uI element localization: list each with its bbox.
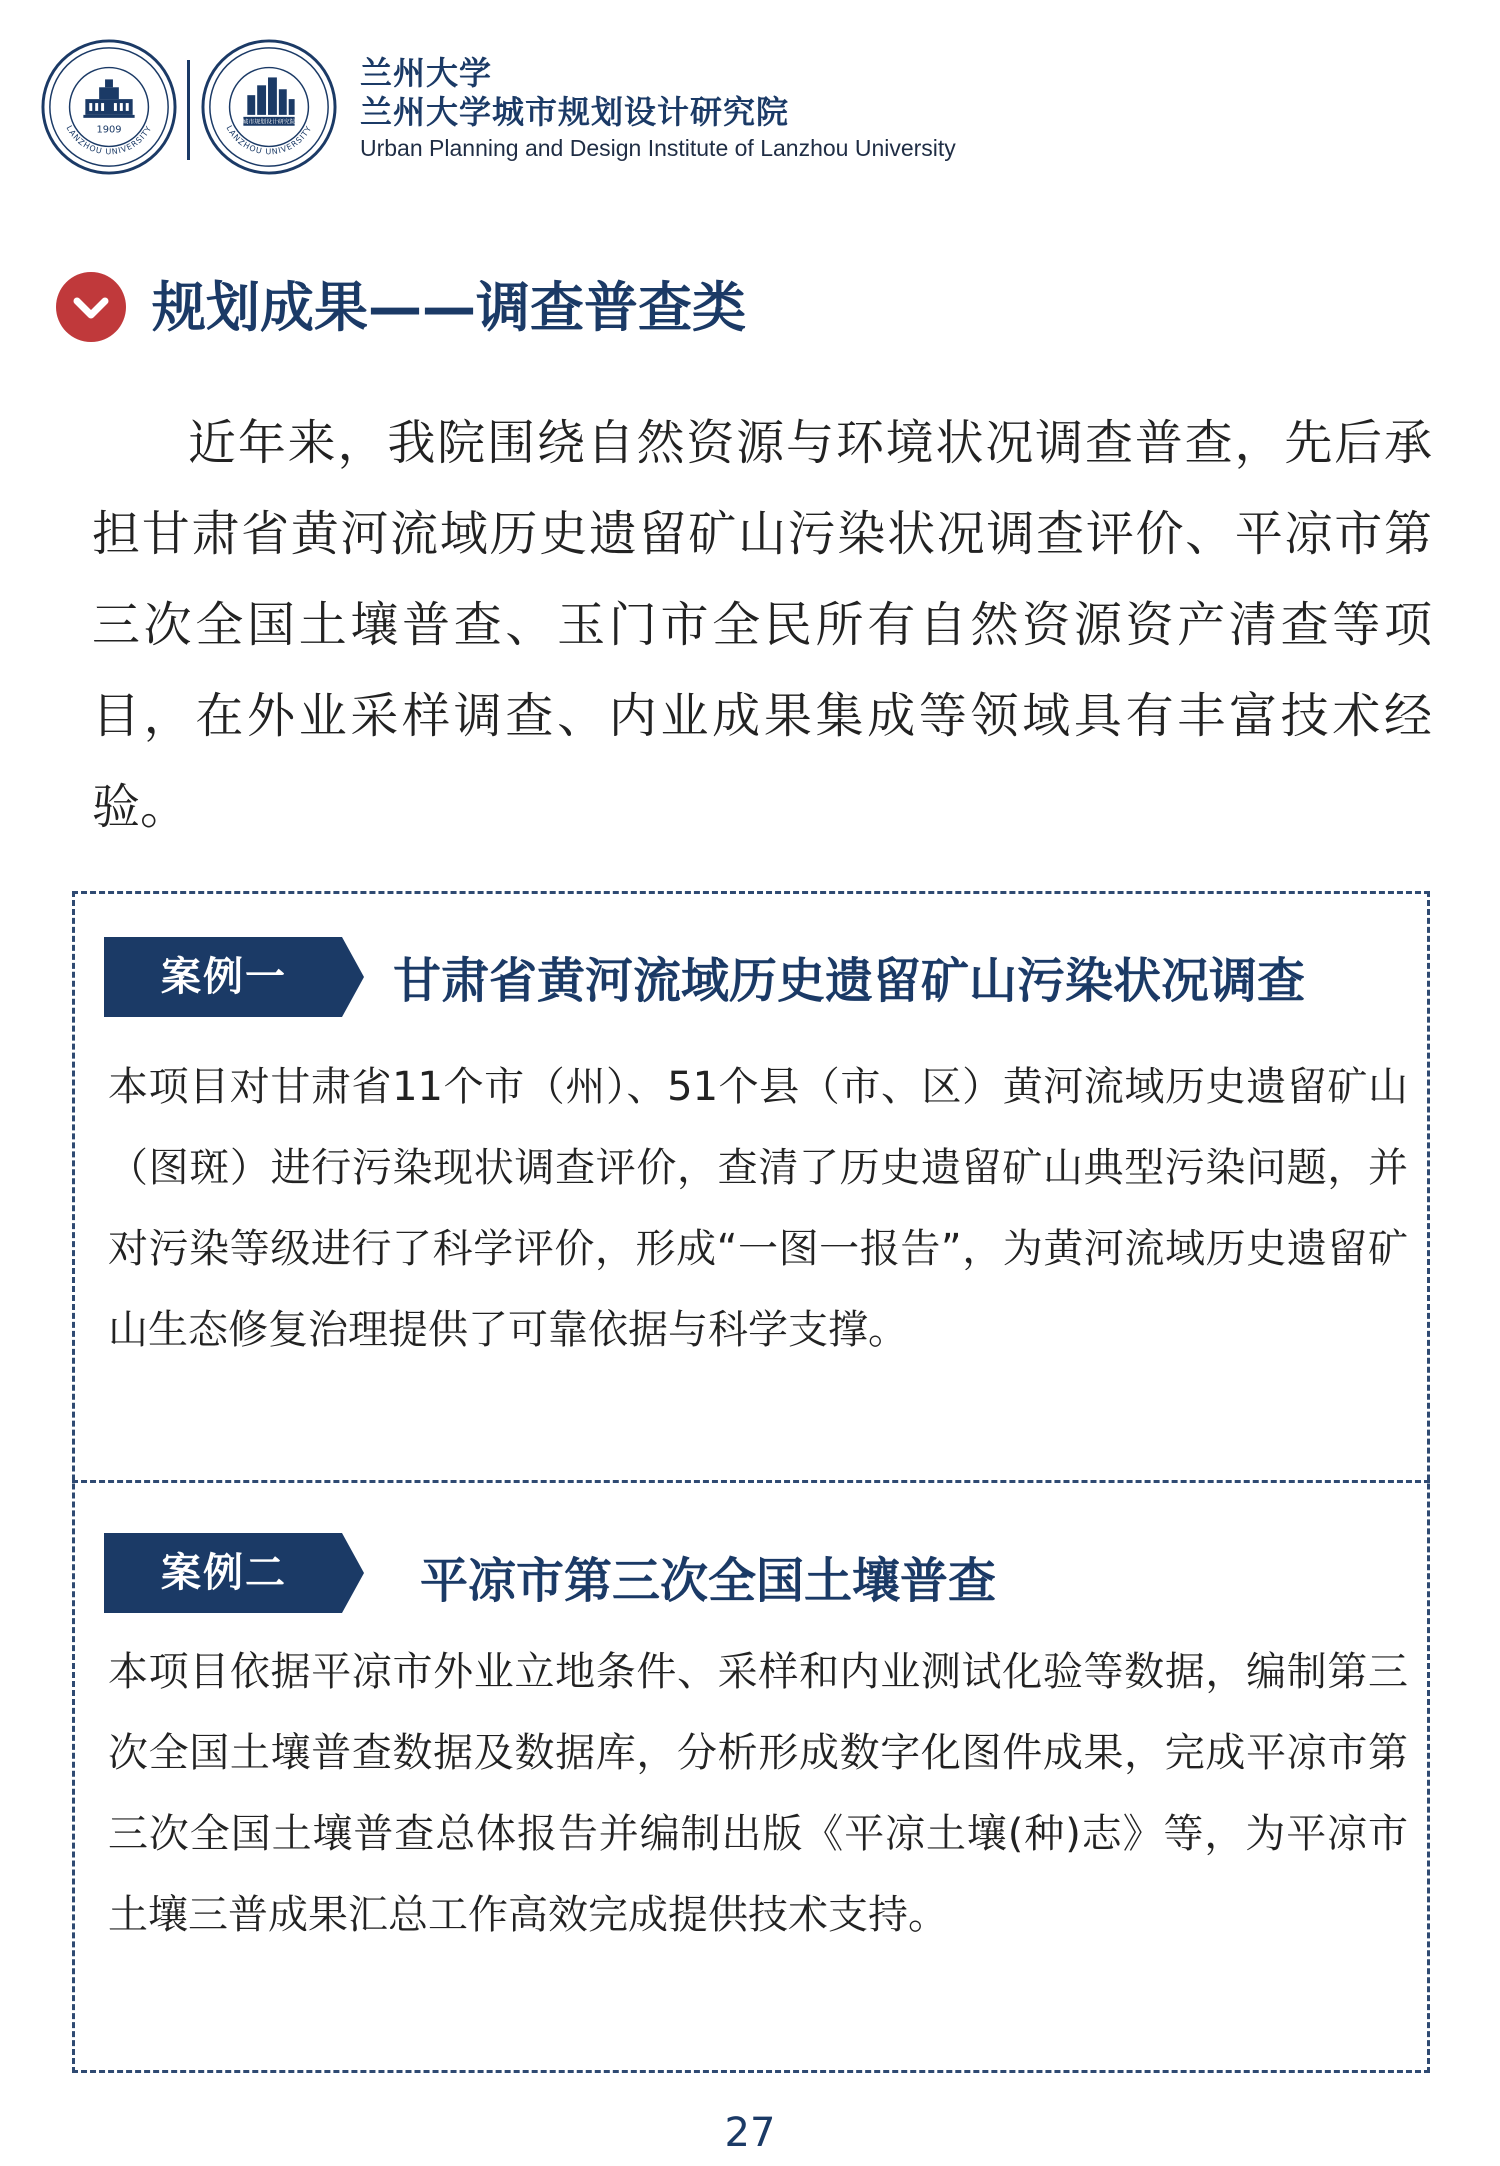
case-tag — [104, 1533, 364, 1613]
case-tag — [104, 937, 364, 1017]
case-body: 本项目依据平凉市外业立地条件、采样和内业测试化验等数据，编制第三次全国土壤普查数据及数据库，分析形成数字化图件成果，完成平凉市第三次全国土壤普查总体报告并编制出版《平凉土壤(种)志》等，为平凉市土壤三普成果汇总工作高效完成提供技术支持。 — [108, 1649, 1408, 1938]
case-divider — [72, 1480, 1430, 1483]
institute-name-english: Urban Planning and Design Institute of Lanzhou University — [360, 135, 956, 161]
lanzhou-university-seal-logo — [40, 38, 178, 176]
case-body: 本项目对甘肃省11个市（州）、51个县（市、区）黄河流域历史遗留矿山（图斑）进行污染现状调查评价，查清了历史遗留矿山典型污染问题，并对污染等级进行了科学评价，形成“一图一报告”，为黄河流域历史遗留矿山生态修复治理提供了可靠依据与科学支撑。 — [108, 1064, 1408, 1353]
seal-ring-text: LANZHOU UNIVERSITY — [224, 124, 314, 157]
institute-seal-logo — [200, 38, 338, 176]
intro-paragraph: 近年来，我院围绕自然资源与环境状况调查普查，先后承担甘肃省黄河流域历史遗留矿山污染状况调查评价、平凉市第三次全国土壤普查、玉门市全民所有自然资源资产清查等项目，在外业采样调查、内业成果集成等领域具有丰富技术经验。 — [92, 415, 1432, 835]
case-title: 甘肃省黄河流域历史遗留矿山污染状况调查 — [393, 953, 1306, 1009]
university-name: 兰州大学 — [360, 54, 493, 92]
section-title: 规划成果——调查普查类 — [152, 276, 746, 339]
seal-banner-text: 城市规划设计研究院 — [242, 119, 296, 126]
page-header — [40, 38, 1140, 188]
institute-name: 兰州大学城市规划设计研究院 — [360, 93, 790, 131]
case-tag-label: 案例二 — [161, 1550, 287, 1596]
case-tag-label: 案例一 — [161, 954, 287, 1000]
case-title: 平凉市第三次全国土壤普查 — [420, 1553, 997, 1609]
header-divider — [187, 60, 190, 160]
seal-year: 1909 — [96, 124, 122, 136]
header-text — [360, 54, 956, 164]
chevron-down-icon — [56, 272, 126, 342]
seal-ring-text: LANZHOU UNIVERSITY — [64, 124, 154, 157]
page-number: 27 — [724, 2110, 776, 2156]
